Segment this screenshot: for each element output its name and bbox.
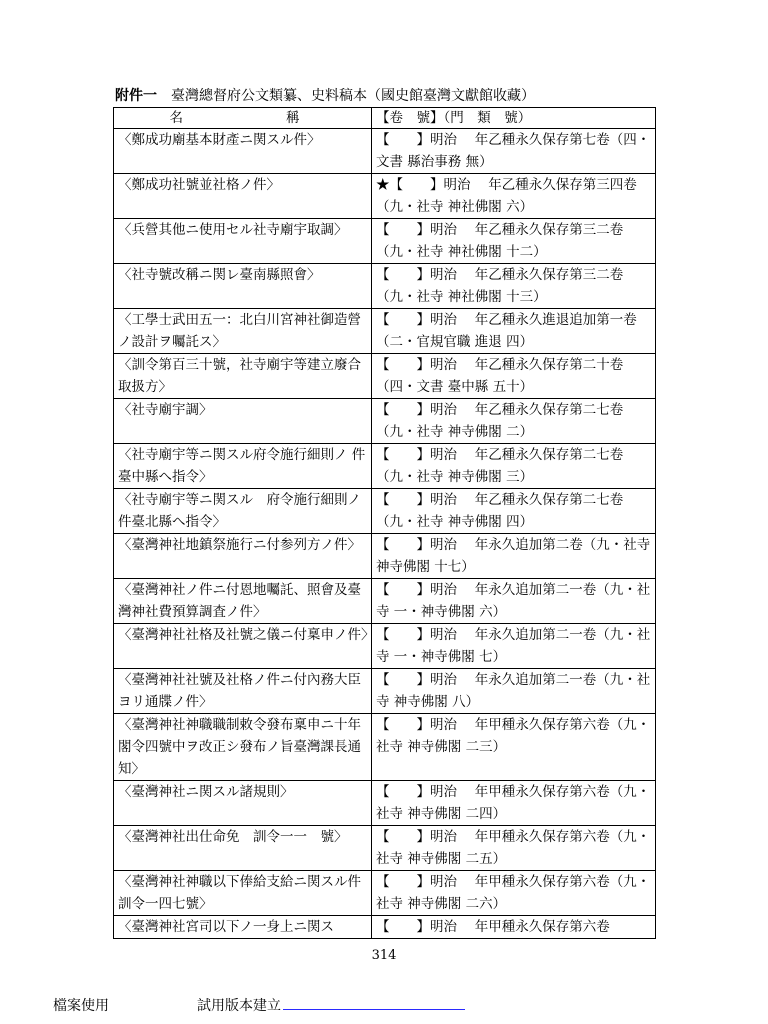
archive-table — [113, 107, 656, 939]
document-name-cell: 〈臺灣神社出仕命免 訓令一一 號〉 — [114, 826, 372, 871]
volume-number-cell: 【 】明治 年甲種永久保存第六卷（九・社寺 神寺佛閣 二四） — [372, 781, 656, 826]
volume-number-cell: 【 】明治 年乙種永久保存第七卷（四・文書 縣治事務 無） — [372, 129, 656, 174]
volume-number-cell: 【 】明治 年乙種永久保存第三二卷（九・社寺 神社佛閣 十三） — [372, 264, 656, 309]
document-name-cell: 〈臺灣神社ノ件ニ付恩地囑託、照會及臺灣神社費預算調査ノ件〉 — [114, 579, 372, 624]
footer-underline — [283, 1008, 465, 1010]
header-name — [114, 108, 372, 129]
table-header-row — [114, 108, 656, 129]
document-name-cell: 〈訓令第百三十號，社寺廟宇等建立廢合取扱方〉 — [114, 354, 372, 399]
table-row — [114, 534, 656, 579]
table-row — [114, 781, 656, 826]
document-name-cell: 〈臺灣神社地鎮祭施行ニ付参列方ノ件〉 — [114, 534, 372, 579]
table-row — [114, 669, 656, 714]
table-row — [114, 489, 656, 534]
document-name-cell: 〈兵營其他ニ使用セル社寺廟宇取調〉 — [114, 219, 372, 264]
document-name-cell: 〈鄭成功社號並社格ノ件〉 — [114, 174, 372, 219]
document-name-cell: 〈社寺廟宇等ニ関スル 府令施行細則ノ 件臺北縣へ指令〉 — [114, 489, 372, 534]
title-text: 臺灣總督府公文類纂、史料稿本（國史館臺灣文獻館收藏） — [157, 88, 535, 104]
volume-number-cell: 【 】明治 年乙種永久保存第二七卷（九・社寺 神寺佛閣 三） — [372, 444, 656, 489]
document-name-cell: 〈臺灣神社社號及社格ノ件ニ付內務大臣ヨリ通牒ノ件〉 — [114, 669, 372, 714]
table-row — [114, 871, 656, 916]
volume-number-cell: 【 】明治 年永久追加第二一卷（九・社寺 神寺佛閣 八） — [372, 669, 656, 714]
document-name-cell: 〈社寺廟宇等ニ関スル府令施行細則ノ 件臺中縣へ指令〉 — [114, 444, 372, 489]
document-name-cell: 〈臺灣神社神職以下俸給支給ニ関スル件 訓令一四七號〉 — [114, 871, 372, 916]
volume-number-cell: 【 】明治 年甲種永久保存第六卷 — [372, 916, 656, 939]
table-row — [114, 354, 656, 399]
table-row — [114, 714, 656, 781]
table-row — [114, 174, 656, 219]
document-title — [115, 86, 675, 106]
document-name-cell: 〈工學士武田五一：北白川宮神社御造營ノ設計ヲ囑託ス〉 — [114, 309, 372, 354]
header-volume: 【卷 號】（門 類 號） — [372, 108, 656, 129]
document-name-cell: 〈臺灣神社宮司以下ノ一身上ニ関ス — [114, 916, 372, 939]
volume-number-cell: 【 】明治 年乙種永久進退追加第一卷（二・官規官職 進退 四） — [372, 309, 656, 354]
volume-number-cell: ★【 】明治 年乙種永久保存第三四卷（九・社寺 神社佛閣 六） — [372, 174, 656, 219]
document-name-cell: 〈臺灣神社社格及社號之儀ニ付稟申ノ件〉 — [114, 624, 372, 669]
footer — [53, 995, 553, 1015]
table-row — [114, 579, 656, 624]
document-name-cell: 〈社寺號改稱ニ関レ臺南縣照會〉 — [114, 264, 372, 309]
footer-left-text: 檔案使用 — [53, 998, 109, 1014]
document-name-cell: 〈社寺廟宇調〉 — [114, 399, 372, 444]
page-number: 314 — [371, 948, 397, 963]
table-row — [114, 264, 656, 309]
header-name-char-2: 稱 — [286, 110, 300, 126]
appendix-label: 附件一 — [115, 88, 157, 104]
volume-number-cell: 【 】明治 年甲種永久保存第六卷（九・社寺 神寺佛閣 二三） — [372, 714, 656, 781]
footer-right-text: 試用版本建立 — [197, 998, 281, 1014]
volume-number-cell: 【 】明治 年乙種永久保存第三二卷（九・社寺 神社佛閣 十二） — [372, 219, 656, 264]
document-name-cell: 〈鄭成功廟基本財產ニ関スル件〉 — [114, 129, 372, 174]
document-name-cell: 〈臺灣神社ニ関スル諸規則〉 — [114, 781, 372, 826]
volume-number-cell: 【 】明治 年甲種永久保存第六卷（九・社寺 神寺佛閣 二五） — [372, 826, 656, 871]
document-name-cell: 〈臺灣神社神職職制敕令發布稟申ニ十年閣令四號中ヲ改正シ發布ノ旨臺灣課長通知〉 — [114, 714, 372, 781]
header-name-char-1: 名 — [169, 110, 183, 126]
volume-number-cell: 【 】明治 年乙種永久保存第二十卷（四・文書 臺中縣 五十） — [372, 354, 656, 399]
volume-number-cell: 【 】明治 年甲種永久保存第六卷（九・社寺 神寺佛閣 二六） — [372, 871, 656, 916]
volume-number-cell: 【 】明治 年永久追加第二卷（九・社寺 神寺佛閣 十七） — [372, 534, 656, 579]
table-row — [114, 309, 656, 354]
volume-number-cell: 【 】明治 年乙種永久保存第二七卷（九・社寺 神寺佛閣 四） — [372, 489, 656, 534]
table-row — [114, 916, 656, 939]
table-row — [114, 624, 656, 669]
table-row — [114, 129, 656, 174]
volume-number-cell: 【 】明治 年永久追加第二一卷（九・社寺 一・神寺佛閣 七） — [372, 624, 656, 669]
table-row — [114, 444, 656, 489]
table-row — [114, 399, 656, 444]
volume-number-cell: 【 】明治 年乙種永久保存第二七卷（九・社寺 神寺佛閣 二） — [372, 399, 656, 444]
table-row — [114, 219, 656, 264]
table-row — [114, 826, 656, 871]
volume-number-cell: 【 】明治 年永久追加第二一卷（九・社寺 一・神寺佛閣 六） — [372, 579, 656, 624]
